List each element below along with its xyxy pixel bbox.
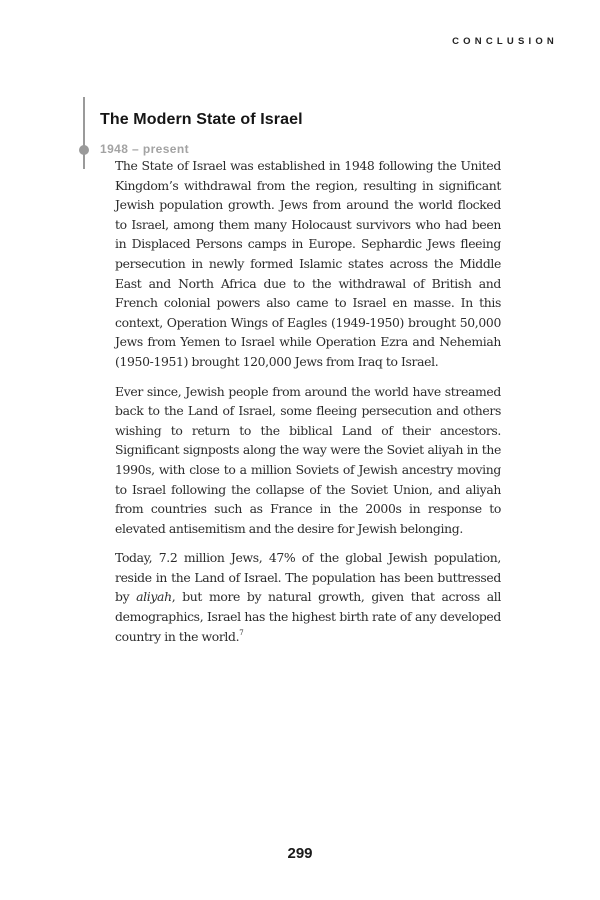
timeline-dot-icon	[79, 145, 89, 155]
running-header: CONCLUSION	[452, 36, 558, 47]
paragraph: Ever since, Jewish people from around the world have streamed back to the Land of Israel, some fleeing persecution and others wishing to return to the biblical Land of their ancestors. Significant signposts along the way were the Soviet aliyah in the 1990s, with close to a million Soviets of Jewish ancestry moving to Israel following the collapse of the Soviet Union, and aliyah from countries such as France in the 2000s in response to elevated antisemitism and the desire for Jewish belonging.	[115, 383, 501, 536]
body-text	[115, 156, 501, 646]
page-number: 299	[287, 845, 313, 862]
italic-term: aliyah	[136, 589, 172, 605]
date-range: 1948 – present	[100, 142, 189, 156]
paragraph: The State of Israel was established in 1948 following the United Kingdom’s withdrawal from the region, resulting in significant Jewish population growth. Jews from around the world flocked to Israel, among them many Holocaust survivors who had been in Displaced Persons camps in Europe. Sephardic Jews fleeing persecution in newly formed Islamic states across the Middle East and North Africa due to the withdrawal of British and French colonial powers also came to Israel en masse. In this context, Operation Wings of Eagles (1949-1950) brought 50,000 Jews from Yemen to Israel while Operation Ezra and Nehemiah (1950-1951) brought 120,000 Jews from Iraq to Israel.	[115, 158, 501, 369]
footnote-reference[interactable]: 7	[239, 628, 244, 637]
section-title: The Modern State of Israel	[100, 111, 303, 128]
timeline-line	[83, 97, 85, 169]
paragraph-text: , but more by natural growth, given that across all demographics, Israel has the highest birth rate of any developed country in the world.	[115, 589, 502, 644]
paragraph	[115, 548, 501, 646]
paragraph-text: Today, 7.2 million Jews, 47% of the global Jewish population, reside in the Land of Israel. The population has been buttressed by	[115, 550, 501, 605]
